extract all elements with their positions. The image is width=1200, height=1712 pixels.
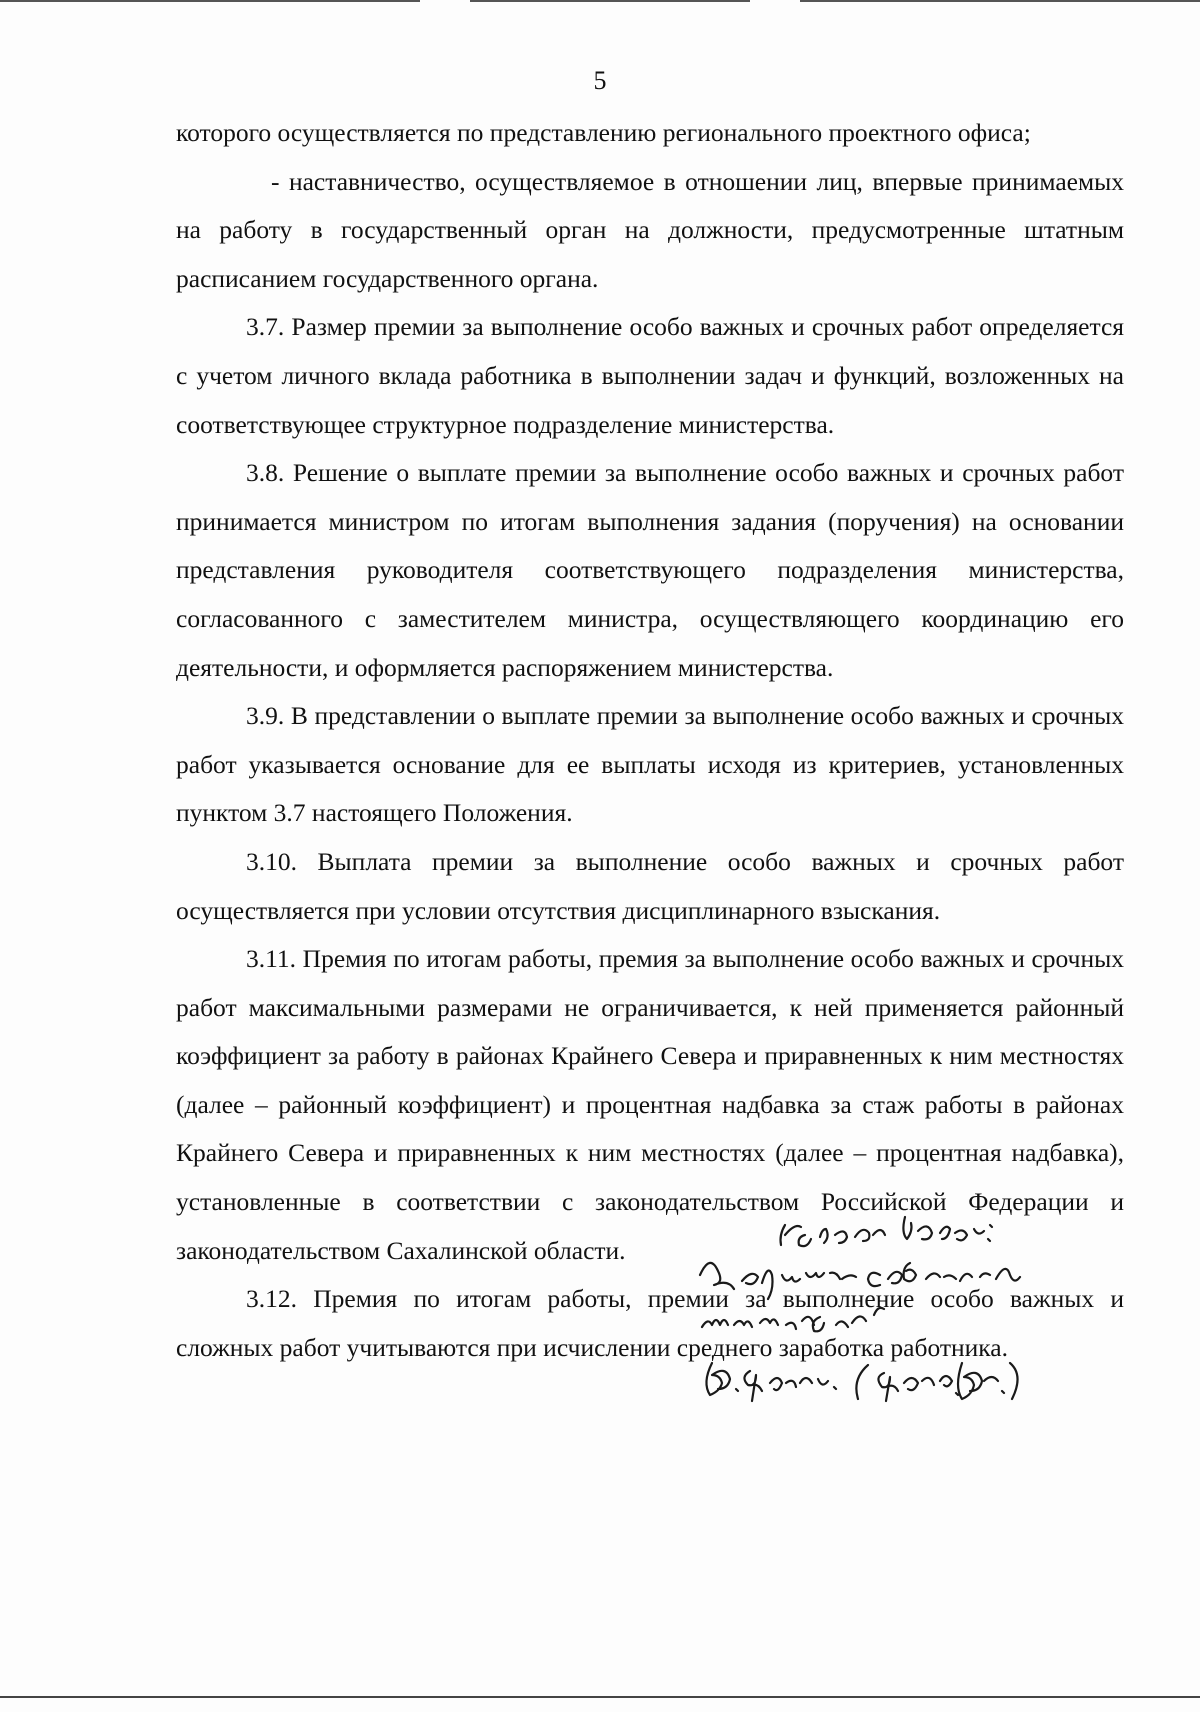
handwritten-certification [690, 1195, 1160, 1665]
handwritten-signature-drawing [690, 1195, 1160, 1665]
scan-edge-top-middle [470, 0, 750, 2]
paragraph-3-7: 3.7. Размер премии за выполнение особо важных и срочных работ определяется с учетом личного вклада работника в выполнении задач и функций, возложенных на соответствующее структурное подразделение министерства. [176, 312, 1124, 439]
paragraph-3-12: 3.12. Премия по итогам работы, премии за выполнение особо важных и сложных работ учитываются при исчислении среднего заработка работника. [176, 1284, 1124, 1362]
page-number: 5 [593, 66, 607, 95]
paragraph-3-9: 3.9. В представлении о выплате премии за выполнение особо важных и срочных работ указывается основание для ее выплаты исходя из критериев, установленных пунктом 3.7 настоящего Положения. [176, 701, 1124, 828]
scan-edge-top-left [0, 0, 420, 2]
scan-edge-top-right [800, 0, 1200, 2]
paragraph-mentoring: - наставничество, осуществляемое в отношении лиц, впервые принимаемых на работу в государственный орган на должности, предусмотренные штатным расписанием государственного органа. [176, 166, 1124, 293]
paragraph-3-11: 3.11. Премия по итогам работы, премия за выполнение особо важных и срочных работ максимальными размерами не ограничивается, к ней применяется районный коэффициент за работу в районах Крайнего Севера и приравненных к ним местностях (далее – районный коэффициент) и процентная надбавка за стаж работы в районах Крайнего Севера и приравненных к ним местностях (далее – процентная надбавка), установленные в соответствии с законодательством Российской Федерации и законодательством Сахалинской области. [176, 944, 1124, 1265]
document-body [176, 109, 1124, 1372]
paragraph-continuation: которого осуществляется по представлению регионального проектного офиса; [176, 118, 1031, 147]
scan-edge-bottom [0, 1696, 1200, 1698]
paragraph-3-10: 3.10. Выплата премии за выполнение особо важных и срочных работ осуществляется при условии отсутствия дисциплинарного взыскания. [176, 846, 1124, 925]
paragraph-3-8: 3.8. Решение о выплате премии за выполнение особо важных и срочных работ принимается министром по итогам выполнения задания (поручения) на основании представления руководителя соответствующего подразделения министерства, согласованного с заместителем министра, осуществляющего координацию его деятельности, и оформляется распоряжением министерства. [176, 458, 1124, 682]
